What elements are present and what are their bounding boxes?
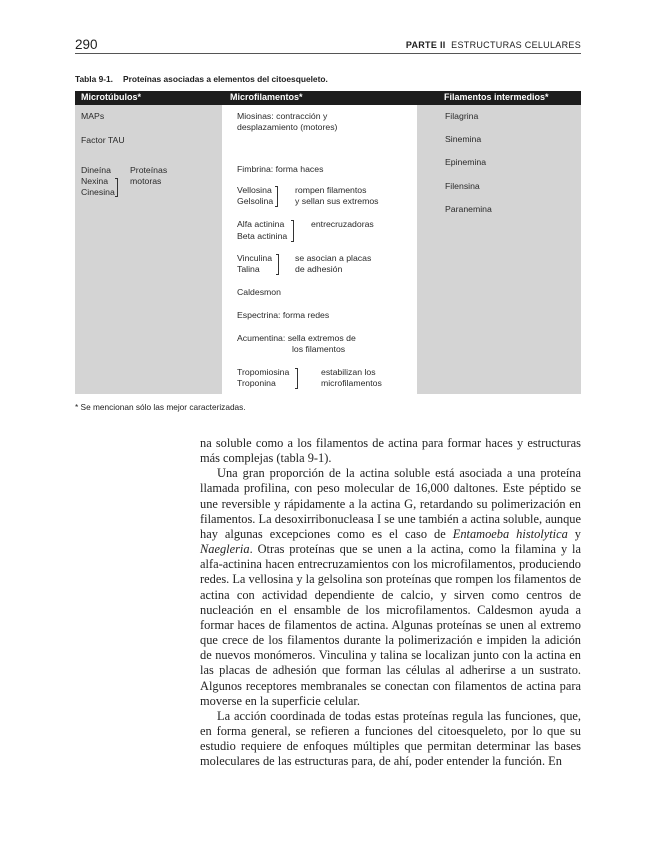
cell-vellosina: Vellosina: [237, 185, 272, 195]
cell-epinemina: Epinemina: [445, 157, 487, 167]
cell-filagrina: Filagrina: [445, 111, 479, 121]
cell-factor-tau: Factor TAU: [81, 135, 125, 145]
bracket-tropomiosina-troponina: [295, 368, 298, 389]
cell-nexina: Nexina: [81, 176, 109, 186]
table-number: Tabla 9-1.: [75, 74, 114, 84]
cell-tt-desc-2: microfilamentos: [321, 378, 382, 388]
cell-troponina: Troponina: [237, 378, 276, 388]
paragraph-2-and: y: [567, 526, 582, 541]
column-filamentos-intermedios: [417, 105, 581, 394]
section-title: ESTRUCTURAS CELULARES: [451, 40, 581, 50]
cell-cinesina: Cinesina: [81, 187, 115, 197]
paragraph-2: [200, 466, 581, 709]
cell-tt-desc-1: estabilizan los: [321, 367, 376, 377]
species-naegleria: Naegleria: [200, 542, 250, 557]
cell-vg-desc-2: y sellan sus extremos: [295, 196, 379, 206]
cell-miosinas-1: Miosinas: contracción y: [237, 111, 328, 121]
paragraph-3: La acción coordinada de todas estas proteínas regula las funciones, que, en forma general, se refieren a funciones del citoesqueleto, por lo que su estudio requiere de enfoques múltiples que permitan determinar las bases moleculares de las estructuras para, de ahí, poder entender la función. En: [200, 708, 581, 769]
cell-proteinas-motoras-2: motoras: [130, 176, 162, 186]
cell-vt-desc-2: de adhesión: [295, 264, 343, 274]
cell-talina: Talina: [237, 264, 260, 274]
cell-proteinas-motoras-1: Proteínas: [130, 165, 168, 175]
cell-maps: MAPs: [81, 111, 105, 121]
cell-vg-desc-1: rompen filamentos: [295, 185, 367, 195]
column-microtubulos: [75, 105, 222, 394]
cell-caldesmon: Caldesmon: [237, 287, 281, 297]
bracket-vellosina-gelsolina: [275, 186, 278, 207]
bracket-motoras: [115, 178, 118, 197]
part-label: PARTE II: [405, 40, 446, 50]
cell-beta-actinina: Beta actinina: [237, 231, 288, 241]
cell-paranemina: Paranemina: [445, 204, 492, 214]
cell-dineina: Dineína: [81, 165, 111, 175]
body-text: [200, 436, 581, 769]
cell-miosinas-2: desplazamiento (motores): [237, 122, 338, 132]
bracket-actininas: [291, 220, 294, 242]
cell-espectrina: Espectrina: forma redes: [237, 310, 330, 320]
cell-acumentina-1: Acumentina: sella extremos de: [237, 333, 356, 343]
paragraph-2-part-a: Una gran proporción de la actina soluble está asociada a una proteína llamada profilina, con peso molecular de 16,000 daltones. Este péptido se une reversible y rápidamente a la actina G, retardando su polimerización en filamentos. La desoxirribonucleasa I se une también a actina soluble, aunque hay algunas excepciones como es el caso de: [200, 466, 581, 541]
cell-vt-desc-1: se asocian a placas: [295, 253, 372, 263]
cell-fimbrina: Fimbrina: forma haces: [237, 164, 324, 174]
cell-vinculina: Vinculina: [237, 253, 273, 263]
table-title: Proteínas asociadas a elementos del citoesqueleto.: [123, 74, 328, 84]
running-header: [406, 40, 581, 50]
table-caption: [75, 74, 328, 84]
cell-alfa-actinina: Alfa actinina: [237, 219, 285, 229]
bracket-vinculina-talina: [276, 254, 279, 275]
table-header-row: [75, 91, 581, 105]
col-header-filamentos-intermedios: Filamentos intermedios*: [444, 92, 549, 102]
cell-gelsolina: Gelsolina: [237, 196, 274, 206]
paragraph-1: na soluble como a los filamentos de actina para formar haces y estructuras más complejas (tabla 9-1).: [200, 436, 581, 466]
cell-tropomiosina: Tropomiosina: [237, 367, 290, 377]
header-rule: [75, 53, 581, 54]
cell-entrecruzadoras: entrecruzadoras: [311, 219, 374, 229]
species-entamoeba: Entamoeba histolytica: [452, 526, 568, 541]
col-header-microfilamentos: Microfilamentos*: [230, 92, 303, 102]
cell-sinemina: Sinemina: [445, 134, 482, 144]
paragraph-2-part-b: . Otras proteínas que se unen a la actina, como la filamina y la alfa-actinina hacen entrecruzamientos con los microfilamentos, produciendo redes. La vellosina y la gelsolina son proteínas que rompen los filamentos de actina con actividad dependiente de calcio, y sirven como centros de nucleación en el ensamble de los microfilamentos. Caldesmon ayuda a formar haces de filamentos de actina. Algunas proteínas se unen al extremo que crece de los filamentos durante la polimerización e impiden la adición de nuevos monómeros. Vinculina y talina se localizan junto con la actina en las placas de adhesión que forman las células al adherirse a un sustrato. Algunos receptores membranales se conectan con filamentos de actina para moverse en la superficie celular.: [200, 542, 581, 708]
col-header-microtubulos: Microtúbulos*: [81, 92, 141, 102]
table-footnote: * Se mencionan sólo las mejor caracterizadas.: [75, 402, 246, 412]
page-number: 290: [75, 37, 98, 52]
cell-filensina: Filensina: [445, 181, 480, 191]
cell-acumentina-2: los filamentos: [292, 344, 346, 354]
